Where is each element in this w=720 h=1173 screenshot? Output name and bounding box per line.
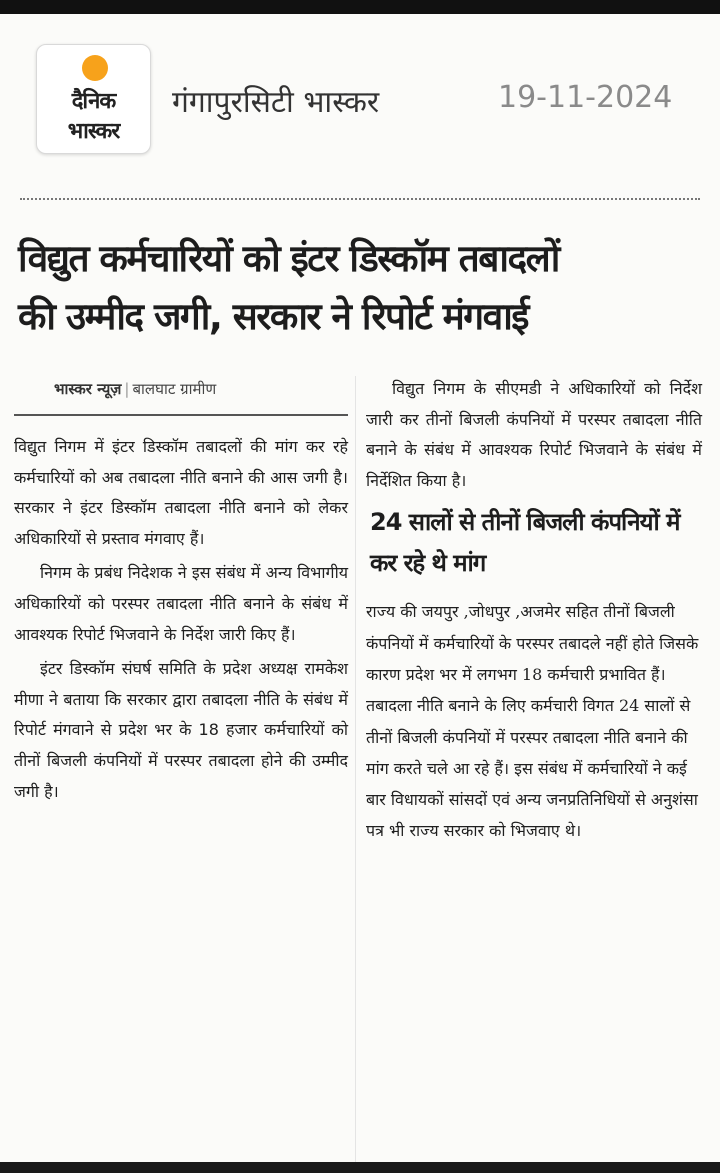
logo-text-line2: भास्कर	[67, 119, 120, 144]
byline-place: बालघाट ग्रामीण	[132, 380, 217, 398]
headline-line-1: विद्युत कर्मचारियों को इंटर डिस्कॉम तबादलों	[18, 237, 559, 280]
bottom-screen-bar	[0, 1162, 720, 1173]
body-paragraph: निगम के प्रबंध निदेशक ने इस संबंध में अन्य विभागीय अधिकारियों को परस्पर तबादला नीति बनाने के संबंध में आवश्यक रिपोर्ट भिजवाने के निर्देश जारी किए हैं।	[14, 563, 348, 644]
sun-icon	[82, 55, 108, 81]
byline-separator: |	[124, 380, 130, 398]
byline	[14, 374, 348, 404]
article-column-left	[14, 374, 348, 811]
dainik-bhaskar-logo	[36, 44, 151, 154]
byline-agency: भास्कर न्यूज़	[54, 380, 122, 398]
body-paragraph: विद्युत निगम में इंटर डिस्कॉम तबादलों की मांग कर रहे कर्मचारियों को अब तबादला नीति बनाने की आस जगी है। सरकार ने इंटर डिस्कॉम तबादला नीति बनाने को लेकर अधिकारियों से प्रस्ताव मंगवाए हैं।	[14, 437, 348, 548]
article-headline	[18, 230, 708, 346]
headline-line-2: की उम्मीद जगी, सरकार ने रिपोर्ट मंगवाई	[18, 295, 528, 338]
logo-text-line1: दैनिक	[71, 89, 116, 114]
body-paragraph: विद्युत निगम के सीएमडी ने अधिकारियों को निर्देश जारी कर तीनों बिजली कंपनियों में परस्पर तबादला नीति बनाने के संबंध में आवश्यक रिपोर्ट भिजवाने के संबंध में निर्देशित किया है।	[366, 379, 702, 490]
body-paragraph: इंटर डिस्कॉम संघर्ष समिति के प्रदेश अध्यक्ष रामकेश मीणा ने बताया कि सरकार द्वारा तबादला नीति के संबंध में रिपोर्ट मंगवाने से प्रदेश भर के 18 हजार कर्मचारियों को तीनों बिजली कंपनियों में परस्पर तबादला होने की उम्मीद जगी है।	[14, 659, 348, 801]
top-screen-bar	[0, 0, 720, 14]
article-column-right	[366, 374, 702, 851]
edition-name: गंगापुरसिटी भास्कर	[172, 85, 380, 120]
newspaper-clipping	[0, 14, 720, 1162]
publication-date: 19-11-2024	[498, 80, 673, 115]
article-subheading: 24 सालों से तीनों बिजली कंपनियों में कर रहे थे मांग	[370, 508, 680, 578]
column-divider	[355, 376, 356, 1162]
header-divider	[20, 198, 700, 200]
byline-rule	[14, 414, 348, 416]
body-paragraph: राज्य की जयपुर ,जोधपुर ,अजमेर सहित तीनों बिजली कंपनियों में कर्मचारियों के परस्पर तबादले नहीं होते जिसके कारण प्रदेश भर में लगभग 18 कर्मचारी प्रभावित हैं। तबादला नीति बनाने के लिए कर्मचारी विगत 24 सालों से तीनों बिजली कंपनियों में परस्पर तबादला नीति बनाने की मांग करते चले आ रहे हैं। इस संबंध में कर्मचारियों ने कई बार विधायकों सांसदों एवं अन्य जनप्रतिनिधियों से अनुशंसा पत्र भी राज्य सरकार को भिजवाए थे।	[366, 602, 699, 841]
